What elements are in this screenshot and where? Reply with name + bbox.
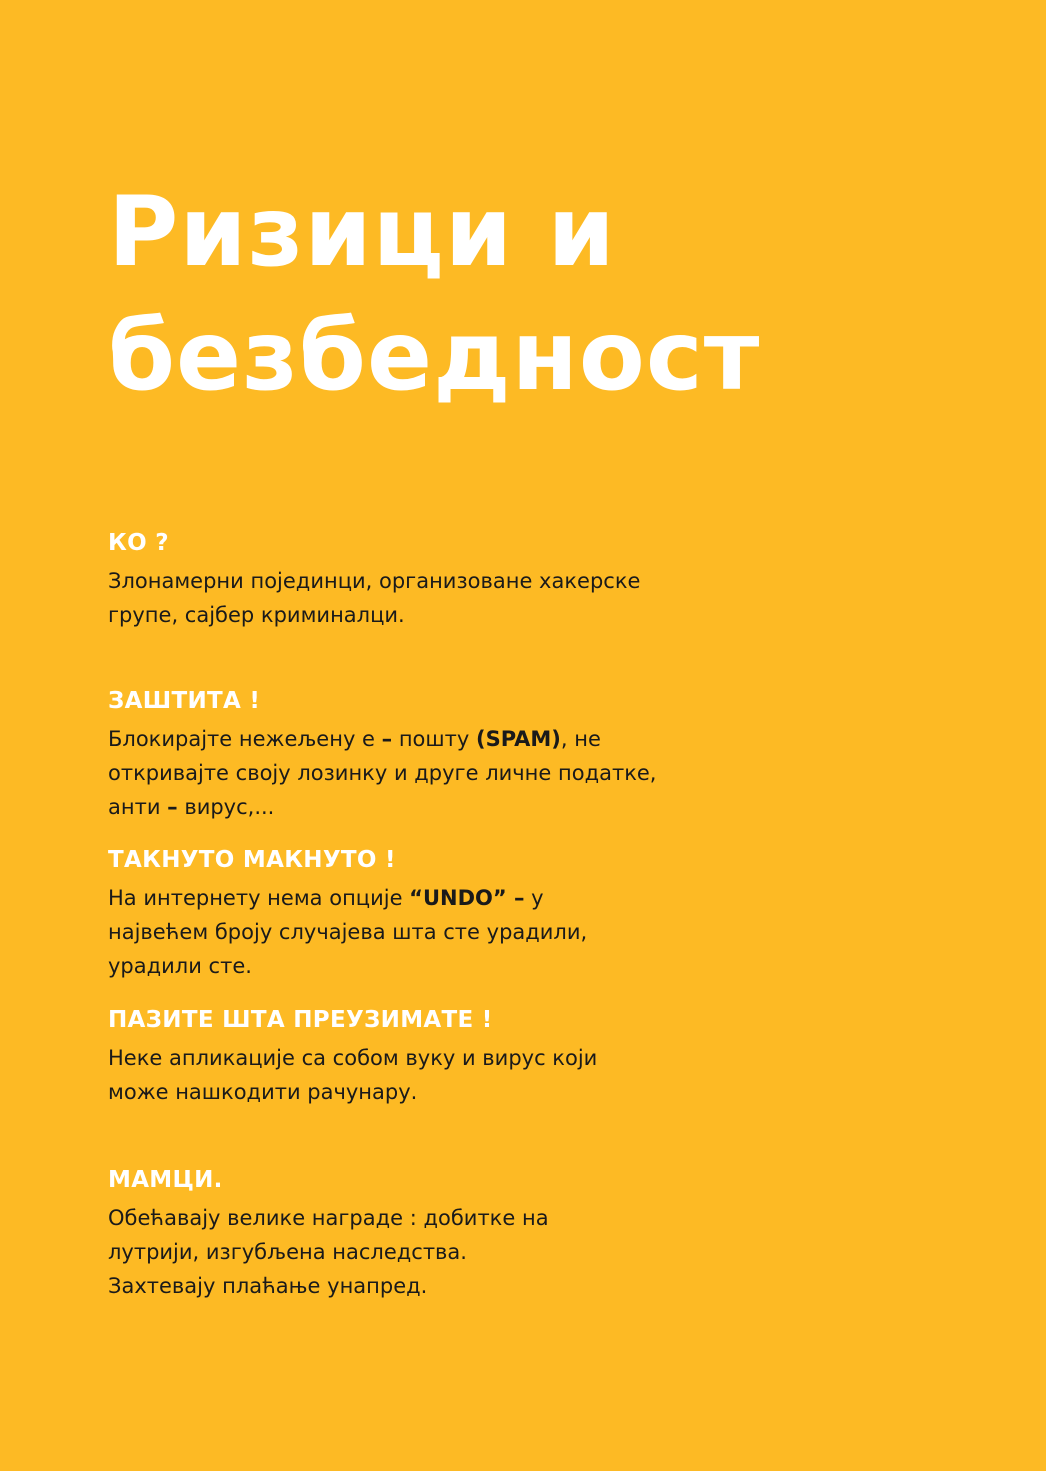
dash-mark: – [167,795,178,819]
body-line: може нашкодити рачунару. [108,1080,418,1104]
body-text: пошту [392,727,476,751]
body-line: Обећавају велике награде : добитке на [108,1206,549,1230]
section-heading: КО ? [108,530,169,556]
dash-mark: – [381,727,393,751]
section-body [108,881,828,983]
section-heading: ПАЗИТЕ ШТА ПРЕУЗИМАТЕ ! [108,1007,493,1033]
body-text: анти [108,795,168,819]
body-line [108,790,828,824]
body-line: урадили сте. [108,954,252,978]
section-body [108,1041,828,1109]
body-line: Злонамерни појединци, организоване хакерске [108,569,641,593]
section-heading: ЗАШТИТА ! [108,688,261,714]
body-text: у [524,886,544,910]
body-line: Захтевају плаћање унапред. [108,1274,428,1298]
section-body [108,564,828,632]
section-who [108,528,828,632]
body-line: Неке апликације са собом вуку и вирус који [108,1046,598,1070]
body-text: На интернету нема опције [108,886,410,910]
body-text: , не [560,727,601,751]
section-body [108,722,828,824]
section-heading: ТАКНУТО МАКНУТО ! [108,847,396,873]
page-title-line-1: Ризици и [108,176,616,288]
spam-term: (SPAM) [475,727,561,751]
body-line: највећем броју случајева шта сте урадили, [108,920,588,944]
body-line [108,722,828,756]
section-body [108,1201,828,1303]
undo-term: “UNDO” [409,886,507,910]
dash-mark: – [506,886,525,910]
body-line [108,881,828,915]
page-title-line-2: безбедност [108,300,761,412]
section-protection [108,686,828,824]
section-heading: МАМЦИ. [108,1167,223,1193]
body-line: групе, сајбер криминалци. [108,603,405,627]
body-text: Блокирајте нежељену е [108,727,382,751]
section-touched-moved [108,845,828,983]
body-text: вирус,... [177,795,275,819]
page-title [108,170,760,418]
body-line: откривајте своју лозинку и друге личне податке, [108,761,657,785]
section-downloads [108,1005,828,1109]
section-baits [108,1165,828,1303]
body-line: лутрији, изгубљена наследства. [108,1240,467,1264]
